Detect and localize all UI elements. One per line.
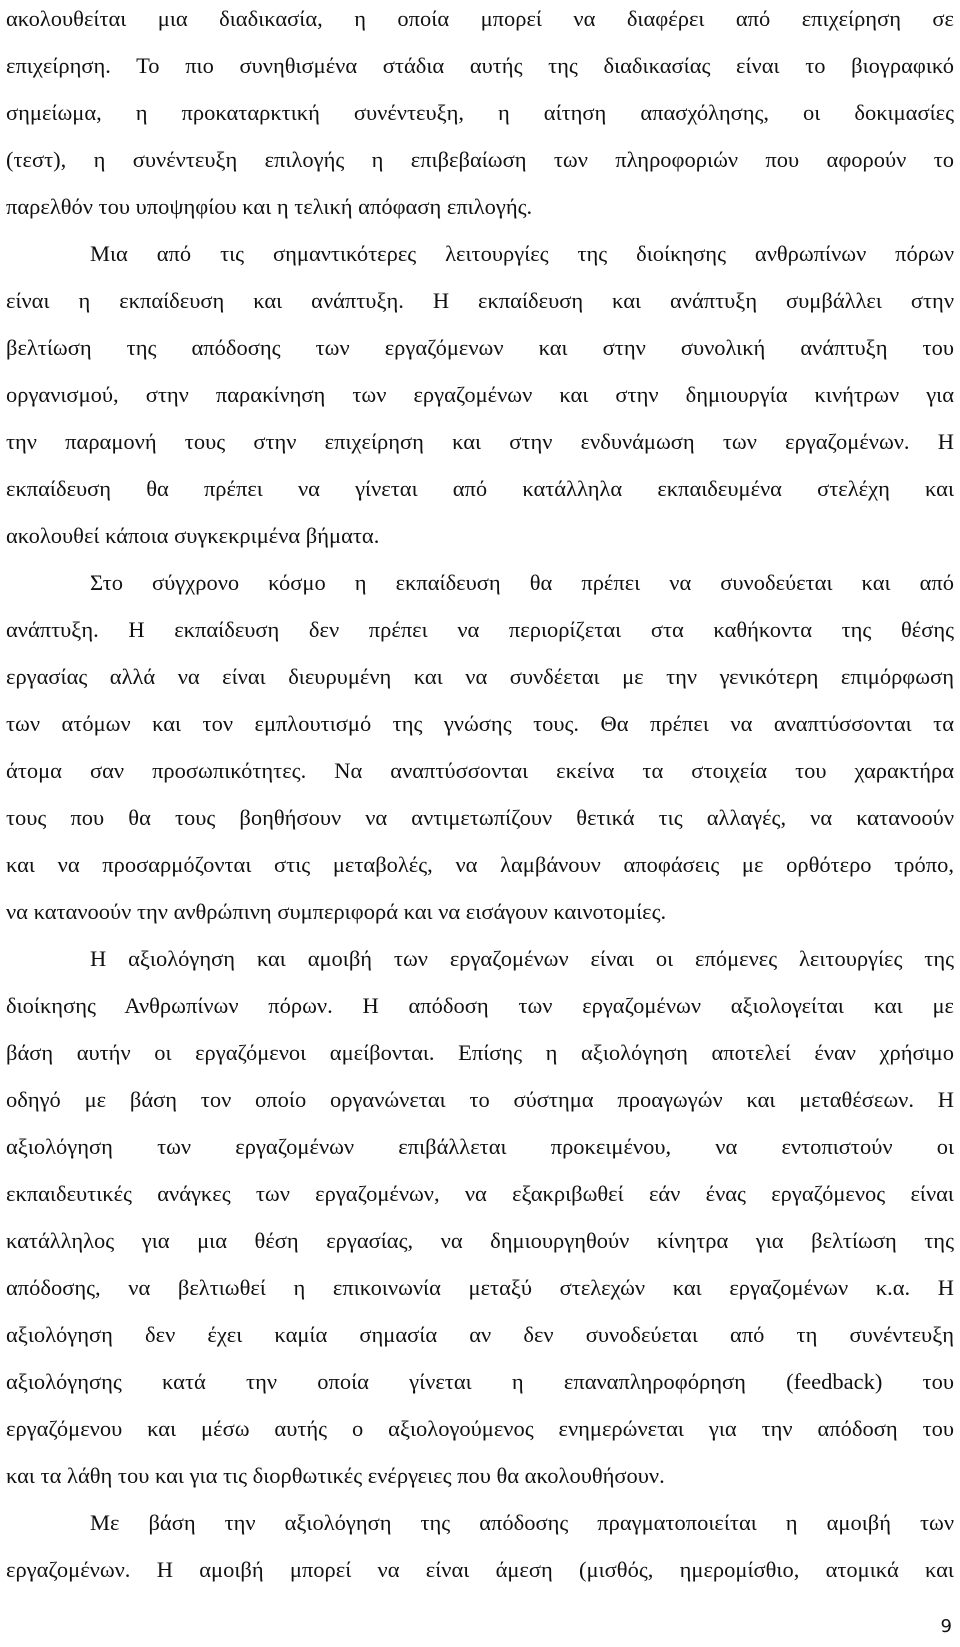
text-line: Μια από τις σημαντικότερες λειτουργίες της διοίκησης ανθρωπίνων πόρων (90, 241, 954, 266)
text-line: αξιολόγησης κατά την οποία γίνεται η επαναπληροφόρηση (feedback) του (6, 1369, 954, 1394)
text-line: βάση αυτήν οι εργαζόμενοι αμείβονται. Επίσης η αξιολόγηση αποτελεί έναν χρήσιμο (6, 1040, 954, 1065)
text-line: παρελθόν του υποψηφίου και η τελική απόφαση επιλογής. (6, 194, 533, 219)
text-line: εκπαιδευτικές ανάγκες των εργαζομένων, να εξακριβωθεί εάν ένας εργαζόμενος είναι (6, 1181, 954, 1206)
text-line: (τεστ), η συνέντευξη επιλογής η επιβεβαίωση των πληροφοριών που αφορούν το (6, 147, 954, 172)
text-line: εργαζόμενου και μέσω αυτής ο αξιολογούμενος ενημερώνεται για την απόδοση του (6, 1416, 954, 1441)
text-line: βελτίωση της απόδοσης των εργαζόμενων και στην συνολική ανάπτυξη του (6, 335, 954, 360)
text-line: και τα λάθη του και για τις διορθωτικές ενέργειες που θα ακολουθήσουν. (6, 1463, 665, 1488)
text-line: κατάλληλος για μια θέση εργασίας, να δημιουργηθούν κίνητρα για βελτίωση της (6, 1228, 954, 1253)
text-line: Η αξιολόγηση και αμοιβή των εργαζομένων είναι οι επόμενες λειτουργίες της (90, 946, 954, 971)
text-line: επιχείρηση. Το πιο συνηθισμένα στάδια αυτής της διαδικασίας είναι το βιογραφικό (6, 53, 954, 78)
text-line: οδηγό με βάση τον οποίο οργανώνεται το σύστημα προαγωγών και μεταθέσεων. Η (6, 1087, 954, 1112)
text-line: να κατανοούν την ανθρώπινη συμπεριφορά και να εισάγουν καινοτομίες. (6, 899, 667, 924)
text-line: εκπαίδευση θα πρέπει να γίνεται από κατάλληλα εκπαιδευμένα στελέχη και (6, 476, 954, 501)
page-number: 9 (940, 1616, 952, 1637)
text-line: τους που θα τους βοηθήσουν να αντιμετωπίζουν θετικά τις αλλαγές, να κατανοούν (6, 805, 954, 830)
text-line: και να προσαρμόζονται στις μεταβολές, να λαμβάνουν αποφάσεις με ορθότερο τρόπο, (6, 852, 954, 877)
text-line: Στο σύγχρονο κόσμο η εκπαίδευση θα πρέπει να συνοδεύεται και από (90, 570, 954, 595)
text-line: των ατόμων και τον εμπλουτισμό της γνώσης τους. Θα πρέπει να αναπτύσσονται τα (6, 711, 954, 736)
text-line: απόδοσης, να βελτιωθεί η επικοινωνία μεταξύ στελεχών και εργαζομένων κ.α. Η (6, 1275, 954, 1300)
text-line: διοίκησης Ανθρωπίνων πόρων. Η απόδοση των εργαζομένων αξιολογείται και με (6, 993, 954, 1018)
text-line: αξιολόγηση δεν έχει καμία σημασία αν δεν συνοδεύεται από τη συνέντευξη (6, 1322, 954, 1347)
text-line: είναι η εκπαίδευση και ανάπτυξη. Η εκπαίδευση και ανάπτυξη συμβάλλει στην (6, 288, 954, 313)
text-line: σημείωμα, η προκαταρκτική συνέντευξη, η αίτηση απασχόλησης, οι δοκιμασίες (6, 100, 954, 125)
text-line: εργασίας αλλά να είναι διευρυμένη και να συνδέεται με την γενικότερη επιμόρφωση (6, 664, 954, 689)
text-line: την παραμονή τους στην επιχείρηση και στην ενδυνάμωση των εργαζομένων. Η (6, 429, 954, 454)
text-line: άτομα σαν προσωπικότητες. Να αναπτύσσονται εκείνα τα στοιχεία του χαρακτήρα (6, 758, 954, 783)
text-line: εργαζομένων. Η αμοιβή μπορεί να είναι άμεση (μισθός, ημερομίσθιο, ατομικά και (6, 1557, 954, 1582)
text-line: ανάπτυξη. Η εκπαίδευση δεν πρέπει να περιορίζεται στα καθήκοντα της θέσης (6, 617, 954, 642)
text-line: οργανισμού, στην παρακίνηση των εργαζομένων και στην δημιουργία κινήτρων για (6, 382, 954, 407)
text-line: ακολουθείται μια διαδικασία, η οποία μπορεί να διαφέρει από επιχείρηση σε (6, 6, 954, 31)
text-line: ακολουθεί κάποια συγκεκριμένα βήματα. (6, 523, 380, 548)
text-line: Με βάση την αξιολόγηση της απόδοσης πραγματοποιείται η αμοιβή των (90, 1510, 954, 1535)
text-line: αξιολόγηση των εργαζομένων επιβάλλεται προκειμένου, να εντοπιστούν οι (6, 1134, 954, 1159)
